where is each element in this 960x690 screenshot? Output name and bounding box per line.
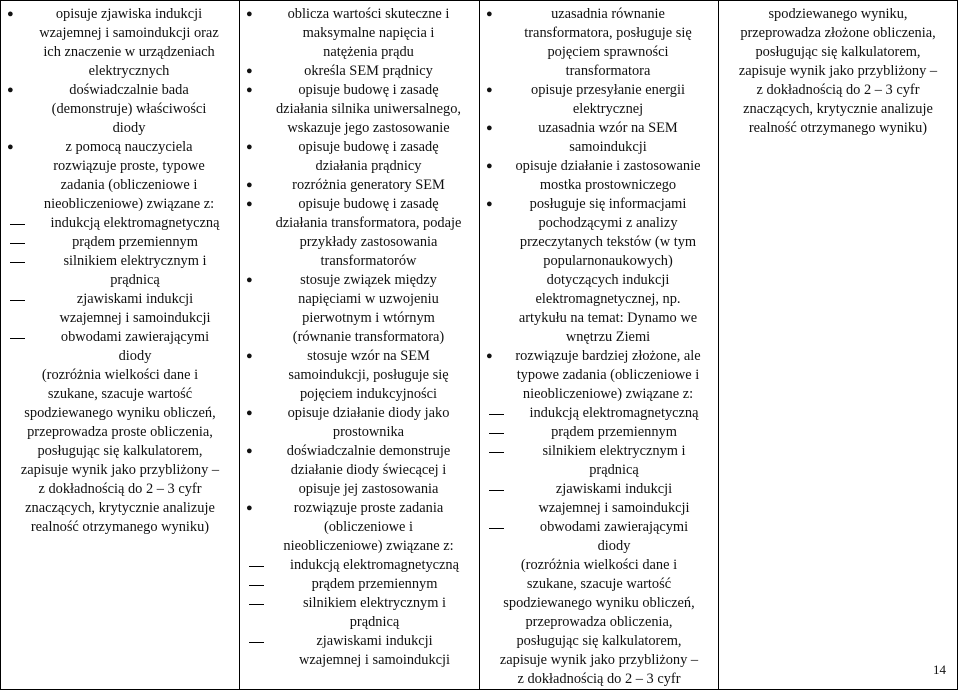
text-line: rozwiązuje proste, typowe bbox=[53, 158, 205, 174]
dash-item bbox=[7, 233, 233, 252]
text-line: spodziewanego wyniku, bbox=[768, 6, 908, 22]
text-line: prądem przemiennym bbox=[72, 234, 198, 250]
text-line: działania prądnicy bbox=[315, 158, 422, 174]
bullet-item bbox=[7, 81, 233, 138]
text-line: nieobliczeniowe) związane z: bbox=[522, 386, 694, 402]
text-line: zjawiskami indukcji bbox=[316, 633, 433, 649]
column-1 bbox=[1, 1, 240, 690]
text-line: z dokładnością do 2 – 3 cyfr bbox=[517, 671, 681, 687]
text-line: diody bbox=[118, 348, 152, 364]
text-line: ● opisuje działanie diody jako bbox=[287, 405, 450, 421]
text-line: ● rozwiązuje proste zadania bbox=[293, 500, 444, 516]
text-line: ● opisuje zjawiska indukcji bbox=[55, 6, 203, 22]
text-line: działania transformatora, podaje bbox=[275, 215, 462, 231]
column-2 bbox=[240, 1, 480, 690]
text-line: wzajemnej i samoindukcji oraz bbox=[39, 25, 219, 41]
paragraph bbox=[486, 556, 712, 689]
text-line: znaczących, krytycznie analizuje bbox=[25, 500, 215, 516]
text-line: ● oblicza wartości skuteczne i bbox=[287, 6, 450, 22]
bullet-item bbox=[486, 81, 712, 119]
text-line: zjawiskami indukcji bbox=[555, 481, 673, 497]
text-line: posługując się kalkulatorem, bbox=[755, 44, 921, 60]
bullet-item bbox=[486, 195, 712, 347]
paragraph bbox=[725, 5, 951, 138]
text-line: dotyczących indukcji bbox=[546, 272, 670, 288]
bullet-item bbox=[486, 347, 712, 404]
text-line: samoindukcji, posługuje się bbox=[288, 367, 449, 383]
text-line: ● opisuje działanie i zastosowanie bbox=[515, 158, 701, 174]
text-line: wskazuje jego zastosowanie bbox=[287, 120, 450, 136]
text-line: zjawiskami indukcji bbox=[76, 291, 194, 307]
bullet-item bbox=[246, 347, 473, 404]
text-line: prostownika bbox=[332, 424, 405, 440]
dash-item bbox=[486, 404, 712, 423]
text-line: zapisuje wynik jako przybliżony – bbox=[20, 462, 220, 478]
text-line: szukane, szacuje wartość bbox=[47, 386, 193, 402]
text-line: spodziewanego wyniku obliczeń, bbox=[503, 595, 695, 611]
dash-item bbox=[486, 423, 712, 442]
text-line: ● stosuje związek między bbox=[300, 272, 437, 288]
text-line: indukcją elektromagnetyczną bbox=[289, 557, 459, 573]
text-line: działania silnika uniwersalnego, bbox=[275, 101, 462, 117]
text-line: obwodami zawierającymi bbox=[539, 519, 689, 535]
bullet-item bbox=[246, 5, 473, 62]
text-line: wzajemnej i samoindukcji bbox=[298, 652, 451, 668]
bullet-item bbox=[246, 62, 473, 81]
text-line: ● doświadczalnie demonstruje bbox=[286, 443, 451, 459]
text-line: ● opisuje przesyłanie energii bbox=[531, 82, 685, 98]
bullet-item bbox=[7, 5, 233, 81]
dash-item bbox=[486, 518, 712, 556]
text-line: zapisuje wynik jako przybliżony – bbox=[738, 63, 938, 79]
text-line: ● uzasadnia wzór na SEM bbox=[538, 120, 678, 136]
text-line: wnętrzu Ziemi bbox=[565, 329, 651, 345]
dash-item bbox=[486, 442, 712, 480]
text-line: z dokładnością do 2 – 3 cyfr bbox=[756, 82, 920, 98]
text-line: spodziewanego wyniku obliczeń, bbox=[24, 405, 216, 421]
text-line: transformatorów bbox=[320, 253, 417, 269]
bullet-item bbox=[246, 138, 473, 176]
text-line: elektrycznych bbox=[88, 63, 170, 79]
text-line: diody bbox=[597, 538, 631, 554]
text-line: typowe zadania (obliczeniowe i bbox=[516, 367, 700, 383]
dash-item bbox=[246, 575, 473, 594]
text-line: ● uzasadnia równanie bbox=[551, 6, 665, 22]
text-line: (rozróżnia wielkości dane i bbox=[520, 557, 678, 573]
text-line: pierwotnym i wtórnym bbox=[302, 310, 435, 326]
text-line: obwodami zawierającymi bbox=[60, 329, 210, 345]
text-line: zapisuje wynik jako przybliżony – bbox=[499, 652, 699, 668]
text-line: silnikiem elektrycznym i bbox=[63, 253, 207, 269]
dash-item bbox=[7, 328, 233, 366]
text-line: przeprowadza obliczenia, bbox=[525, 614, 673, 630]
page-number: 14 bbox=[933, 662, 946, 677]
text-line: maksymalne napięcia i bbox=[302, 25, 435, 41]
text-line: elektrycznej bbox=[572, 101, 644, 117]
bullet-item bbox=[246, 176, 473, 195]
dash-item bbox=[246, 594, 473, 632]
dash-item bbox=[246, 632, 473, 670]
text-line: ich znaczenie w urządzeniach bbox=[43, 44, 215, 60]
text-line: ● doświadczalnie bada bbox=[69, 82, 189, 98]
text-line: (równanie transformatora) bbox=[292, 329, 445, 345]
text-line: ● opisuje budowę i zasadę bbox=[298, 196, 439, 212]
text-line: nieobliczeniowe) związane z: bbox=[43, 196, 215, 212]
text-line: (obliczeniowe i bbox=[323, 519, 414, 535]
text-line: ● rozróżnia generatory SEM bbox=[292, 177, 445, 193]
text-line: pojęciem sprawności bbox=[547, 44, 669, 60]
text-line: (rozróżnia wielkości dane i bbox=[41, 367, 199, 383]
text-line: pojęciem indukcyjności bbox=[299, 386, 438, 402]
bullet-item bbox=[246, 195, 473, 271]
text-line: mostka prostowniczego bbox=[539, 177, 677, 193]
text-line: elektromagnetycznej, np. bbox=[535, 291, 681, 307]
text-line: przykłady zastosowania bbox=[299, 234, 438, 250]
bullet-item bbox=[246, 499, 473, 556]
bullet-item bbox=[246, 442, 473, 499]
text-line: silnikiem elektrycznym i bbox=[542, 443, 686, 459]
text-line: posługując się kalkulatorem, bbox=[516, 633, 682, 649]
text-line: indukcją elektromagnetyczną bbox=[50, 215, 220, 231]
text-line: przeprowadza proste obliczenia, bbox=[27, 424, 213, 440]
text-line: napięciami w uzwojeniu bbox=[298, 291, 439, 307]
text-line: prądnicą bbox=[589, 462, 639, 478]
text-line: ● opisuje budowę i zasadę bbox=[298, 139, 439, 155]
text-line: posługując się kalkulatorem, bbox=[37, 443, 203, 459]
text-line: przeczytanych tekstów (w tym bbox=[519, 234, 697, 250]
bullet-item bbox=[246, 271, 473, 347]
bullet-item bbox=[246, 404, 473, 442]
text-line: działanie diody świecącej i bbox=[290, 462, 447, 478]
paragraph bbox=[7, 366, 233, 537]
text-line: z dokładnością do 2 – 3 cyfr bbox=[38, 481, 202, 497]
bullet-item bbox=[486, 119, 712, 157]
bullet-item bbox=[7, 138, 233, 214]
text-line: prądem przemiennym bbox=[311, 576, 438, 592]
text-line: (demonstruje) właściwości bbox=[51, 101, 207, 117]
dash-item bbox=[246, 556, 473, 575]
column-3 bbox=[480, 1, 719, 690]
text-line: szukane, szacuje wartość bbox=[526, 576, 672, 592]
dash-item bbox=[486, 480, 712, 518]
text-line: zadania (obliczeniowe i bbox=[60, 177, 198, 193]
text-line: znaczących, krytycznie analizuje bbox=[743, 101, 933, 117]
text-line: artykułu na temat: Dynamo we bbox=[518, 310, 698, 326]
text-line: samoindukcji bbox=[569, 139, 647, 155]
text-line: pochodzącymi z analizy bbox=[538, 215, 678, 231]
dash-item bbox=[7, 252, 233, 290]
text-line: ● z pomocą nauczyciela bbox=[65, 139, 193, 155]
column-4 bbox=[719, 1, 958, 690]
text-line: diody bbox=[112, 120, 146, 136]
text-line: ● rozwiązuje bardziej złożone, ale bbox=[515, 348, 701, 364]
text-line: nieobliczeniowe) związane z: bbox=[283, 538, 454, 554]
text-line: natężenia prądu bbox=[323, 44, 414, 60]
text-line: prądnicą bbox=[349, 614, 400, 630]
text-line: ● opisuje budowę i zasadę bbox=[298, 82, 439, 98]
bullet-item bbox=[486, 5, 712, 81]
text-line: transformatora bbox=[565, 63, 651, 79]
text-line: ● określa SEM prądnicy bbox=[304, 63, 433, 79]
dash-item bbox=[7, 214, 233, 233]
text-line: ● posługuje się informacjami bbox=[529, 196, 687, 212]
text-line: opisuje jej zastosowania bbox=[298, 481, 439, 497]
text-line: przeprowadza złożone obliczenia, bbox=[740, 25, 936, 41]
text-line: silnikiem elektrycznym i bbox=[302, 595, 447, 611]
text-line: ● stosuje wzór na SEM bbox=[307, 348, 430, 364]
text-line: wzajemnej i samoindukcji bbox=[59, 310, 211, 326]
text-line: indukcją elektromagnetyczną bbox=[529, 405, 699, 421]
dash-item bbox=[7, 290, 233, 328]
text-line: realność otrzymanego wyniku) bbox=[30, 519, 210, 535]
bullet-item bbox=[486, 157, 712, 195]
text-line: prądem przemiennym bbox=[551, 424, 677, 440]
text-line: realność otrzymanego wyniku) bbox=[748, 120, 928, 136]
text-line: prądnicą bbox=[110, 272, 160, 288]
text-line: popularnonaukowych) bbox=[543, 253, 673, 269]
text-line: transformatora, posługuje się bbox=[524, 25, 692, 41]
text-line: wzajemnej i samoindukcji bbox=[538, 500, 690, 516]
bullet-item bbox=[246, 81, 473, 138]
